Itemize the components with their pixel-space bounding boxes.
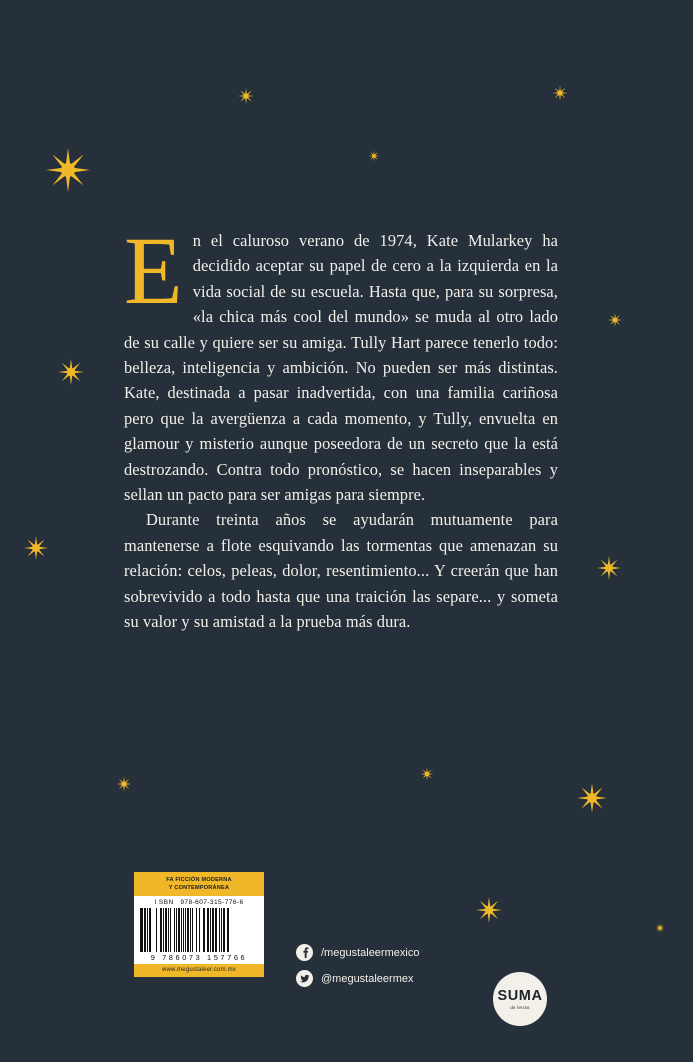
barcode-digits: 9 786073 157766 bbox=[134, 952, 264, 964]
social-links bbox=[296, 944, 419, 996]
isbn-label: I SBN bbox=[154, 899, 174, 906]
publisher-name: SUMA bbox=[497, 987, 543, 1004]
blurb-paragraph-1 bbox=[124, 217, 558, 507]
star-icon bbox=[655, 923, 665, 933]
star-icon bbox=[46, 148, 90, 192]
barcode-graphic bbox=[140, 908, 258, 952]
star-icon bbox=[117, 777, 132, 792]
star-icon bbox=[421, 768, 434, 781]
star-icon bbox=[476, 897, 502, 923]
category-banner bbox=[134, 872, 264, 896]
star-icon bbox=[369, 151, 380, 162]
star-icon bbox=[553, 86, 568, 101]
star-icon bbox=[608, 313, 622, 327]
facebook-icon bbox=[296, 944, 313, 961]
star-icon bbox=[577, 783, 607, 813]
isbn-barcode-block bbox=[134, 872, 264, 977]
back-cover-blurb bbox=[124, 217, 558, 635]
blurb-paragraph-2: Durante treinta años se ayudarán mutuamente para mantenerse a flote esquivando las tormentas que amenazan su relación: celos, peleas, dolor, resentimiento... Y creerán que han sobrevivido a todo hasta que una traición las separe... y someta su valor y su amistad a la prueba más dura. bbox=[124, 510, 558, 632]
twitter-handle: @megustaleermex bbox=[321, 972, 414, 985]
blurb-paragraph-1-text: n el caluroso verano de 1974, Kate Mularkey ha decidido aceptar su papel de cero a la izquierda en la vida social de su escuela. Hasta que, para su sorpresa, «la chica más cool del mundo» se muda al otro lado de su calle y quiere ser su amiga. Tully Hart parece tenerlo todo: belleza, inteligencia y ambición. No pueden ser más distintas. Kate, destinada a pasar inadvertida, con una familia cariñosa pero que la avergüenza a cada momento, y Tully, envuelta en glamour y misterio aunque poseedora de un secreto que la está destrozando. Contra todo pronóstico, se hacen inseparables y sellan un pacto para ser amigas para siempre. bbox=[124, 231, 558, 505]
category-line-1: FA FICCIÓN MODERNA bbox=[166, 877, 232, 883]
isbn-number: 978-607-315-776-6 bbox=[180, 899, 244, 906]
twitter-icon bbox=[296, 970, 313, 987]
publisher-tagline: de letras bbox=[510, 1004, 530, 1010]
barcode-bar bbox=[229, 908, 231, 952]
star-icon bbox=[238, 88, 254, 104]
star-icon bbox=[24, 536, 48, 560]
isbn-number-row bbox=[134, 896, 264, 908]
social-row-facebook[interactable] bbox=[296, 944, 419, 961]
category-line-2: Y CONTEMPORÁNEA bbox=[168, 885, 230, 891]
publisher-website: www.megustaleer.com.mx bbox=[134, 964, 264, 977]
star-icon bbox=[597, 556, 621, 580]
drop-cap: E bbox=[124, 217, 183, 324]
publisher-logo bbox=[493, 972, 547, 1026]
star-icon bbox=[58, 359, 84, 385]
social-row-twitter[interactable] bbox=[296, 970, 419, 987]
facebook-handle: /megustaleermexico bbox=[321, 946, 420, 959]
